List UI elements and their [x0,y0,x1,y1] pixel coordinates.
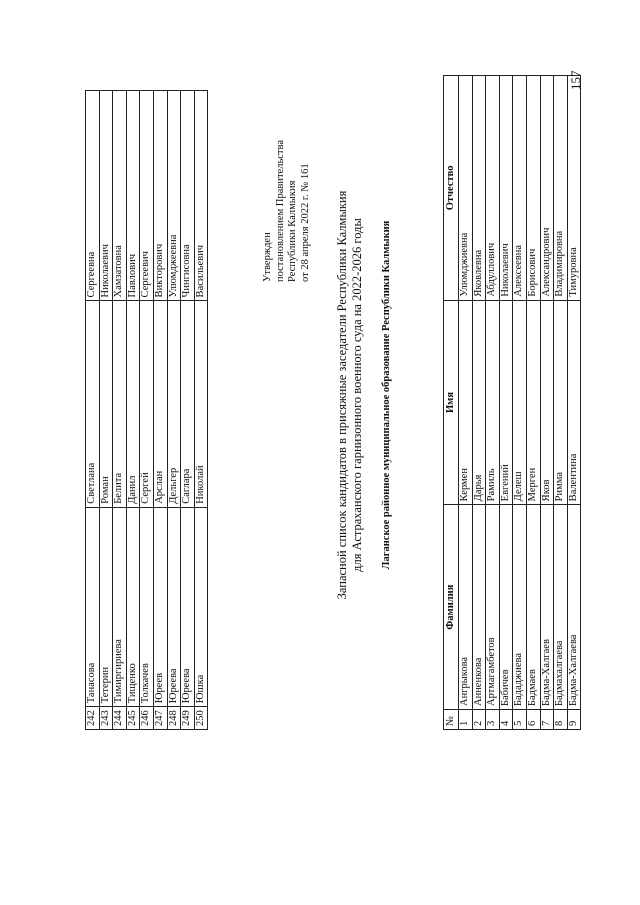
name-cell: Римма [554,300,568,505]
table-row [99,91,113,730]
patronymic-cell: Павлович [126,91,140,301]
approval-line: постановлением Правительства [274,139,286,282]
row-number: 2 [472,710,486,730]
row-number: 247 [153,707,167,730]
name-cell: Кермен [459,300,473,505]
row-number: 245 [126,707,140,730]
name-cell: Саглара [181,301,195,507]
patronymic-cell: Борисович [526,76,540,301]
row-number: 249 [181,707,195,730]
table-row [194,91,208,730]
approval-line: Республики Калмыкия [287,180,299,282]
row-number: 9 [567,710,581,730]
name-cell: Валентина [567,300,581,505]
row-number: 243 [99,707,113,730]
name-cell: Роман [99,301,113,507]
table-row [567,76,581,730]
table-row [526,76,540,730]
row-number: 5 [513,710,527,730]
patronymic-cell: Тимуровна [567,76,581,301]
district-candidates-table [443,75,581,730]
row-number: 250 [194,707,208,730]
surname-cell: Бадмаев [526,505,540,710]
name-cell: Рамиль [486,300,500,505]
approval-stamp [262,140,312,282]
surname-cell: Тимиргириева [113,507,127,706]
surname-cell: Юреева [181,507,195,706]
title-line: для Астраханского гарнизонного военного суда на 2022-2026 годы [350,218,364,572]
patronymic-cell: Чингисовна [181,91,195,301]
surname-cell: Юреева [167,507,181,706]
row-number: 4 [499,710,513,730]
table-row [459,76,473,730]
patronymic-cell: Александрович [540,76,554,301]
surname-cell: Бадмахалгаева [554,505,568,710]
table-header-row [444,76,459,730]
surname-cell: Толкачев [140,507,154,706]
patronymic-cell: Николаевич [499,76,513,301]
table-row [140,91,154,730]
candidates-table-body [86,91,208,730]
patronymic-cell: Васильевич [194,91,208,301]
table-row [472,76,486,730]
surname-cell: Бадма-Халгаев [540,505,554,710]
patronymic-cell: Николаевич [99,91,113,301]
row-number: 3 [486,710,500,730]
page-number: 157 [568,70,583,90]
name-cell: Николай [194,301,208,507]
surname-cell: Бададжиева [513,505,527,710]
surname-cell: Анненкова [472,505,486,710]
row-number: 244 [113,707,127,730]
table-row [540,76,554,730]
document-title [335,135,365,655]
patronymic-cell: Абдуллович [486,76,500,301]
column-header-number: № [444,710,459,730]
patronymic-cell: Хамзатовна [113,91,127,301]
row-number: 6 [526,710,540,730]
name-cell: Светлана [86,301,100,507]
approval-line: от 28 апреля 2022 г. № 161 [299,163,311,282]
name-cell: Делеш [513,300,527,505]
row-number: 246 [140,707,154,730]
table-row [153,91,167,730]
district-title: Лаганское районное муниципальное образование Республики Калмыкия [381,220,392,570]
column-header-name: Имя [444,300,459,505]
table-row [499,76,513,730]
row-number: 248 [167,707,181,730]
table-row [554,76,568,730]
table-row [86,91,100,730]
table-row [181,91,195,730]
table-row [126,91,140,730]
name-cell: Дельгер [167,301,181,507]
patronymic-cell: Улюмджиевна [459,76,473,301]
table-row [113,91,127,730]
table-row [486,76,500,730]
surname-cell: Бабичев [499,505,513,710]
surname-cell: Тетерин [99,507,113,706]
name-cell: Сергей [140,301,154,507]
patronymic-cell: Викторович [153,91,167,301]
district-table-body [459,76,581,730]
patronymic-cell: Сергеевна [86,91,100,301]
patronymic-cell: Улюмджеевна [167,91,181,301]
row-number: 8 [554,710,568,730]
name-cell: Евгений [499,300,513,505]
name-cell: Яков [540,300,554,505]
patronymic-cell: Сергеевич [140,91,154,301]
surname-cell: Тищенко [126,507,140,706]
surname-cell: Бадма-Халгаева [567,505,581,710]
patronymic-cell: Яковлевна [472,76,486,301]
row-number: 7 [540,710,554,730]
approval-line: Утвержден [262,232,273,282]
title-line: Запасной список кандидатов в присяжные заседатели Республики Калмыкия [335,190,349,600]
surname-cell: Танасова [86,507,100,706]
name-cell: Арслан [153,301,167,507]
row-number: 242 [86,707,100,730]
name-cell: Белита [113,301,127,507]
surname-cell: Ангрыкова [459,505,473,710]
row-number: 1 [459,710,473,730]
patronymic-cell: Алексеевна [513,76,527,301]
patronymic-cell: Владимировна [554,76,568,301]
surname-cell: Юшка [194,507,208,706]
column-header-patronymic: Отчество [444,76,459,301]
candidates-table-continued [85,90,208,730]
table-row [167,91,181,730]
name-cell: Мерген [526,300,540,505]
name-cell: Данил [126,301,140,507]
table-row [513,76,527,730]
surname-cell: Юреев [153,507,167,706]
name-cell: Дарья [472,300,486,505]
surname-cell: Артмагамбетов [486,505,500,710]
column-header-surname: Фамилия [444,505,459,710]
